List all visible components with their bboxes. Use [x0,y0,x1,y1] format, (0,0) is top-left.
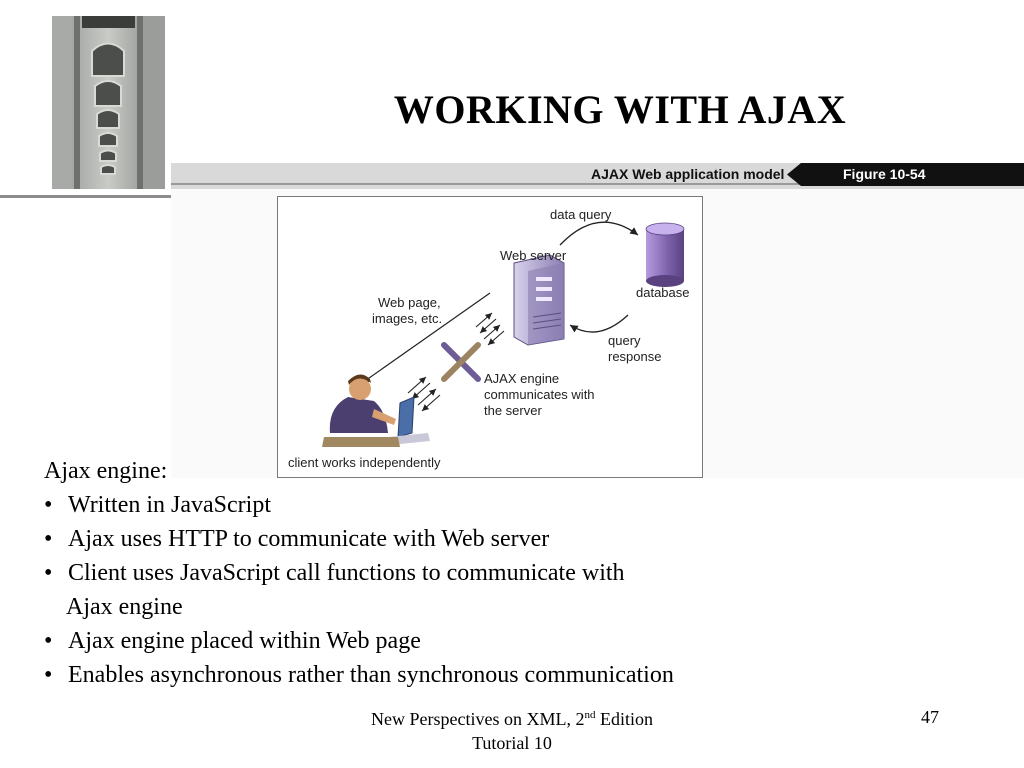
label-client: client works independently [288,455,441,470]
figure-caption: AJAX Web application model [591,166,785,182]
label-web-server: Web server [500,248,567,263]
bridge-photo [52,16,165,189]
footer-book: New Perspectives on XML, 2nd Edition [371,709,653,729]
list-item: • Written in JavaScript [44,492,271,518]
figure-number: Figure 10-54 [843,166,926,182]
label-database: database [636,285,690,300]
ajax-engine-icon [444,345,478,379]
database-icon [646,223,684,287]
body-heading: Ajax engine: [44,458,168,484]
slide-title: WORKING WITH AJAX [393,87,847,132]
label-response: response [608,349,662,364]
server-engine-arrows [476,313,504,345]
label-ajax-engine-2: communicates with [484,387,595,402]
list-item: • Ajax engine placed within Web page [44,628,421,654]
label-ajax-engine-3: the server [484,403,542,418]
footer-tutorial: Tutorial 10 [472,733,552,753]
figure-banner [171,163,1024,189]
list-item: • Enables asynchronous rather than synchronous communication [44,662,674,688]
left-divider [0,195,171,198]
query-response-arrow [570,315,628,332]
bullet-list [44,488,944,692]
label-ajax-engine-1: AJAX engine [484,371,560,386]
body-text [44,454,944,692]
data-query-arrow [560,222,638,245]
label-web-page-2: images, etc. [372,311,443,326]
list-item: • Ajax uses HTTP to communicate with Web server [44,526,550,552]
web-server-icon [514,255,564,345]
footer [300,707,724,755]
client-user-icon [322,374,430,447]
label-data-query: data query [550,207,612,222]
list-item: • Client uses JavaScript call functions to communicate with [44,560,625,586]
page-number: 47 [921,707,939,727]
label-web-page-1: Web page, [378,295,441,310]
ajax-diagram [277,196,703,478]
label-query: query [608,333,641,348]
list-item-continuation: Ajax engine [66,594,183,620]
